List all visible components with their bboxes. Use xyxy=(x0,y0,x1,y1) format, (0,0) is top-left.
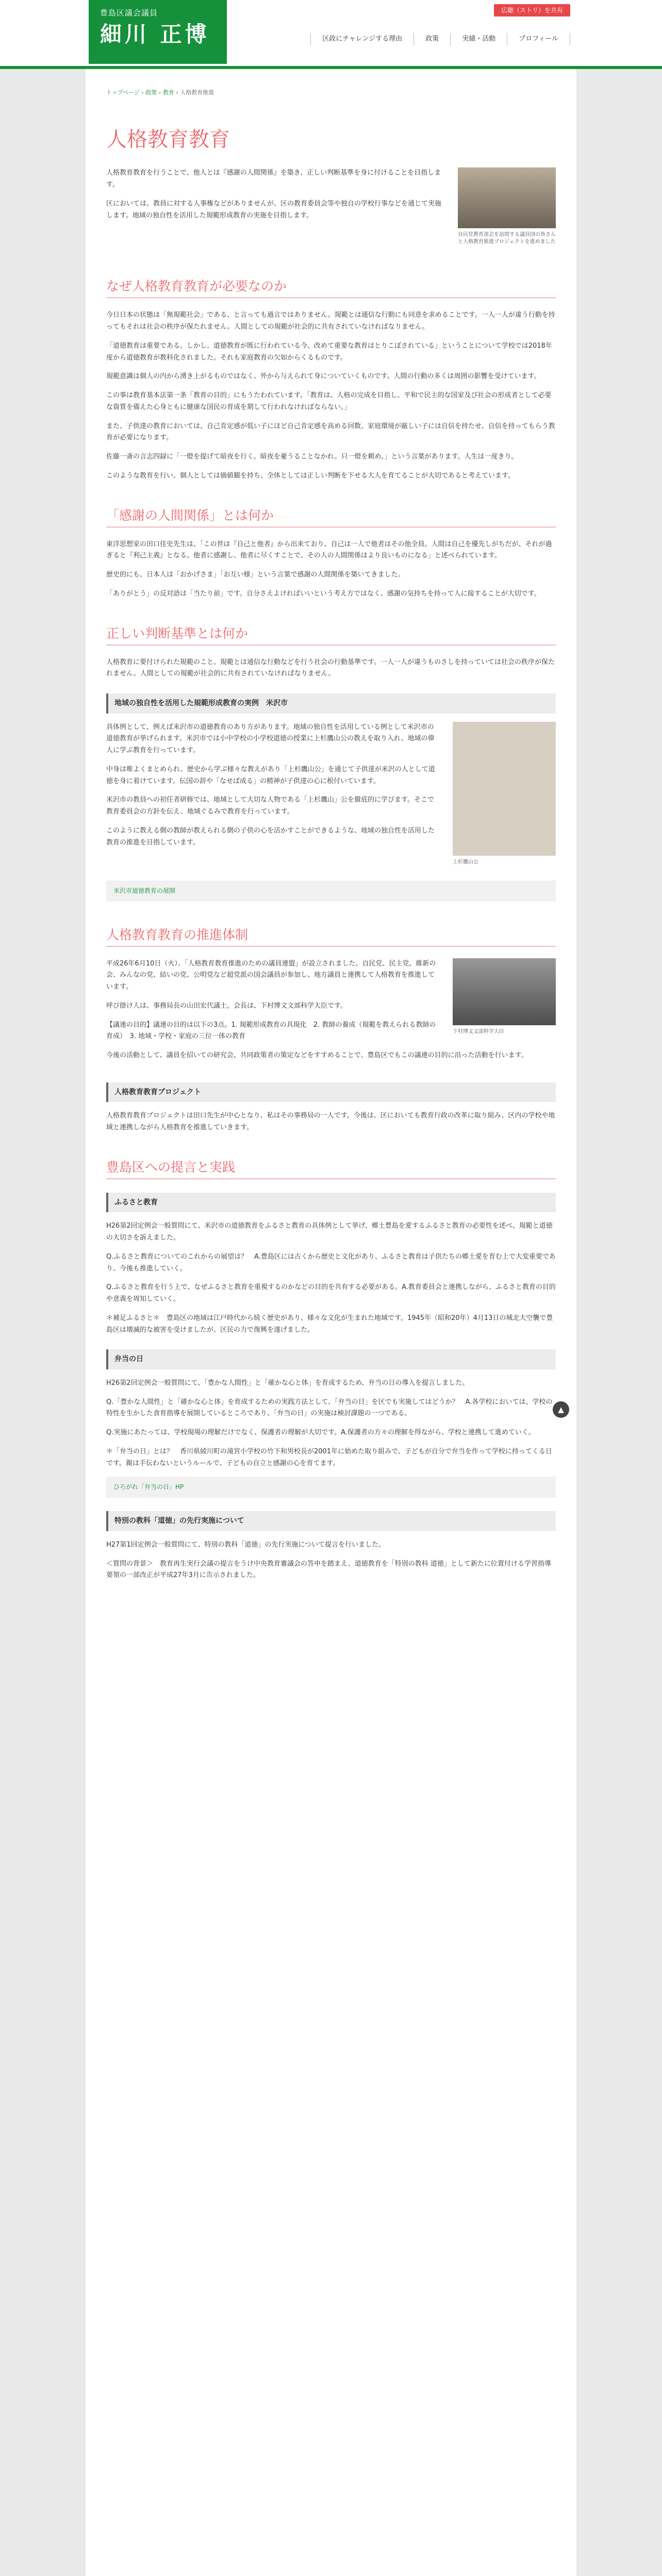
yonezawa-figure xyxy=(453,722,556,866)
minister-figure xyxy=(453,958,556,1036)
breadcrumb-policy[interactable]: 政策 xyxy=(145,89,157,96)
yonezawa-paragraph: 具体例として、例えば米沢市の道徳教育のあり方があります。地域の独自性を活用している例として米沢市の道徳教育が挙げられます。米沢市では小中学校の小学校道徳の授業に上杉鷹山公の教えを取り入れ、地域の偉人に学ぶ教育を行っています。 xyxy=(106,723,435,754)
gratitude-paragraph: 「ありがとう」の反対語は「当たり前」です。自分さえよければいいという考え方ではなく、感謝の気持ちを持って人に接することが大切です。 xyxy=(106,589,541,598)
section-heading-gratitude: 「感謝の人間関係」とは何か xyxy=(106,507,556,528)
judgement-paragraph: 人格教育に要付けられた規範のこと。規範とは通信な行動などを行う社会の行動基準です。一人一人が違うものさしを持っていては社会の秩序が保たれません。人間としての規範が社会的に共有されていなければなりません。 xyxy=(106,658,555,678)
system-paragraph: 平成26年6月10日（火）、「人格教育教育推進のための議員連盟」が設立されました。自民党、民主党、維新の会、みんなの党、結いの党、公明党など超党派の国会議員が参加し、地方議員と連携して人格教育を推進しています。 xyxy=(106,959,436,991)
portrait-photo xyxy=(453,722,556,856)
share-button[interactable]: 広聴（ストリ）を共有 xyxy=(494,4,570,16)
moral-paragraph: ＜質問の背景＞ 教育再生実行会議の提言をうけ中央教育審議会の答申を踏まえ、道徳教育を「特別の教科 道徳」として新たに位置付ける学習指導要領の一部改正が平成27年3月に告示されました。 xyxy=(106,1560,551,1580)
logo-subtitle: 豊島区議会議員 xyxy=(100,8,158,18)
system-paragraph: 今後の活動として、議員を招いての研究会、共同政策者の策定などをすすめることで、豊島区でもこの議連の目的に沿った活動を行います。 xyxy=(106,1052,528,1059)
intro-figure xyxy=(458,167,556,246)
section-heading-proposal: 豊島区への提言と実践 xyxy=(106,1159,556,1179)
nav-item-activity[interactable]: 実績・活動 xyxy=(451,33,507,45)
nav-item-reason[interactable]: 区政にチャレンジする理由 xyxy=(310,33,414,45)
gratitude-paragraph: 歴史的にも、日本人は「おかげさま」「お互い様」という言葉で感謝の人間関係を築いてきました。 xyxy=(106,571,405,579)
breadcrumb-sep: › xyxy=(157,89,163,96)
site-header xyxy=(0,0,662,66)
nav-item-profile[interactable]: プロフィール xyxy=(507,33,570,45)
breadcrumb-current: 人格教育推進 xyxy=(180,89,214,96)
bento-paragraph: ＊「弁当の日」とは？ 香川県綾川町の滝宮小学校の竹下和男校長が2001年に始めた取り組みで、子どもが自分で弁当を作って学校に持ってくる日です。親は手伝わないというルールで、子どもの自立と感謝の心を育てます。 xyxy=(106,1447,552,1467)
breadcrumb-home[interactable]: トップページ xyxy=(106,89,140,96)
yonezawa-link[interactable]: 米沢市道徳教育の展開 xyxy=(113,887,176,894)
intro-photo xyxy=(458,167,556,228)
hometown-paragraph: Q.ふるさと教育についてのこれからの展望は？ A.豊島区には古くから歴史と文化があり、ふるさと教育は子供たちの郷土愛を育む上で大変重要であり、今後も推進していく。 xyxy=(106,1252,556,1273)
section-heading-why: なぜ人格教育教育が必要なのか xyxy=(106,278,556,298)
system-paragraph: 【議連の目的】議連の目的は以下の3点。1. 規範形成教育の具現化 2. 教師の養成（規範を教えられる教師の育成） 3. 地域・学校・家庭の三位一体の教育 xyxy=(106,1021,436,1041)
link-box xyxy=(106,880,556,902)
section-heading-judgement: 正しい判断基準とは何か xyxy=(106,625,556,646)
main-nav xyxy=(310,33,570,45)
gratitude-paragraph: 東洋思想家の田口佳史先生は、「この世は『自己と他者』から出来ており、自己は一人で他者はその他全員。人間は自己を優先しがちだが、それが過ぎると『利己主義』となる。他者に感謝し、他者に尽くすことで、その人の人間関係はより良いものになる」と述べられています。 xyxy=(106,540,552,560)
bento-paragraph: H26第2回定例会一般質問にて、「豊かな人間性」と「確かな心と体」を育成するため、弁当の日の導入を提言しました。 xyxy=(106,1379,469,1387)
breadcrumb-sep: › xyxy=(174,89,180,96)
bento-link[interactable]: ひろがれ「弁当の日」HP xyxy=(113,1483,184,1491)
yonezawa-paragraph: 中身は唯よくまとめられ、歴史から学ぶ様々な教えがあり「上杉鷹山公」を通じて子供達が米沢の人として道徳を身に着けています。伝国の辞や「なせば成る」の精神が子供達の心に根付いています。 xyxy=(106,765,435,785)
bento-paragraph: Q.実施にあたっては、学校現場の理解だけでなく、保護者の理解が大切です。A.保護者の方々の理解を得ながら、学校と連携して進めていく。 xyxy=(106,1429,535,1436)
scroll-top-button[interactable] xyxy=(553,1401,569,1418)
subheading-yonezawa: 地域の独自性を活用した規範形成教育の実例 米沢市 xyxy=(106,693,556,714)
subheading-bento: 弁当の日 xyxy=(106,1349,556,1369)
link-box xyxy=(106,1477,556,1498)
breadcrumb-sep: › xyxy=(140,89,146,96)
hometown-paragraph: Q.ふるさと教育を行う上で、なぜふるさと教育を重視するのかなどの目的を共有する必要がある。A.教育委員会と連携しながら、ふるさと教育の目的や意義を周知していく。 xyxy=(106,1283,556,1303)
why-paragraph: 「道徳教育は重要である。しかし、道徳教育が既に行われている今、改めて重要な教育はとりこぼされている」ということについて学校では2018年度から道徳教育が教科化されました。それも家庭教育の欠如からくるものです。 xyxy=(106,342,552,362)
yonezawa-paragraph: 米沢市の教員への初任者研修では、地域として大切な人物である「上杉鷹山」公を徹底的に学びます。そこで教育委員会の方針を伝え、地域ぐるみで教育を行っています。 xyxy=(106,796,434,816)
bento-paragraph: Q.「豊かな人間性」と「確かな心と体」を育成するための実践方法として、「弁当の日」を区でも実施してはどうか？ A.各学校においては、学校の特性を生かした食育指導を展開しているところであり、「弁当の日」の実施は検討課題の一つである。 xyxy=(106,1398,553,1418)
subheading-project: 人格教育教育プロジェクト xyxy=(106,1082,556,1103)
yonezawa-paragraph: このように教える側の教師が教えられる側の子供の心を活かすことができるような、地域の独自性を活用した教育の推進を目指しています。 xyxy=(106,826,435,846)
intro-caption: 自民党教育部会を訪問する議員団の皆さんと人格教育推進プロジェクトを進めました xyxy=(458,232,556,245)
minister-caption: 下村博文文部科学大臣 xyxy=(453,1028,504,1035)
site-logo[interactable] xyxy=(89,0,227,64)
intro-paragraph: 人格教育教育を行うことで、他人とは『感謝の人間関係』を築き、正しい判断基準を身に付けることを目指します。 xyxy=(106,169,441,189)
logo-name: 細川 正博 xyxy=(100,22,210,47)
subheading-hometown: ふるさと教育 xyxy=(106,1193,556,1213)
system-paragraph: 呼び掛け人は、事務局長の山田宏代議士。会長は、下村博文文部科学大臣です。 xyxy=(106,1002,347,1010)
page-title: 人格教育教育 xyxy=(106,128,230,152)
section-heading-system: 人格教育教育の推進体制 xyxy=(106,926,556,947)
why-paragraph: 今日日本の状態は「無規範社会」である、と言っても過言ではありません。規範とは通信な行動にも同意を求めることです。一人一人が違う行動を持ってもそれは社会の秩序が保たれません。人間としての規範が社会的に共有されていなければなりません。 xyxy=(106,311,555,331)
why-paragraph: 佐藤一斎の言志四録に「一燈を提げて暗夜を行く。暗夜を憂うることなかれ。只一燈を頼め。」という言葉があります。人生は一度きり。 xyxy=(106,453,518,461)
intro-paragraph: 区においては、教員に対する人事権などがありませんが、区の教育委員会等や独自の学校行事などを通じて実施します。地域の独自性を活用した規範形成教育の実施を目指します。 xyxy=(106,199,442,219)
why-paragraph: この事は教育基本法第一条「教育の目的」にもうたわれています。「教育は、人格の完成を目指し、平和で民主的な国家及び社会の形成者として必要な資質を備えた心身ともに健康な国民の育成を期して行われなければならない。」 xyxy=(106,392,552,411)
moral-paragraph: H27第1回定例会一般質問にて、特別の教科「道徳」の先行実施について提言を行いました。 xyxy=(106,1540,386,1549)
hometown-paragraph: ＊補足ふるさと＊ 豊島区の地域は江戸時代から続く歴史があり、様々な文化が生まれた地域です。1945年（昭和20年）4月13日の城北大空襲で豊島区は壊滅的な被害を受けましたが、区民の力で復興を遂げました。 xyxy=(106,1314,553,1334)
nav-item-policy[interactable]: 政策 xyxy=(414,33,451,45)
breadcrumb-education[interactable]: 教育 xyxy=(162,89,174,96)
hometown-paragraph: H26第2回定例会一般質問にて、米沢市の道徳教育をふるさと教育の具体例として挙げ、郷土豊島を愛するふるさと教育の必要性を述べ、規範と道徳の大切さを訴えました。 xyxy=(106,1222,553,1242)
project-paragraph: 人格教育教育プロジェクトは田口先生が中心となり、私はその事務局の一人です。今後は、区においても教育行政の改革に取り組み、区内の学校や地域と連携しながら人格教育を推進していきます。 xyxy=(106,1112,555,1131)
breadcrumb xyxy=(106,88,556,97)
portrait-caption: 上杉鷹山公 xyxy=(453,859,478,865)
minister-photo xyxy=(453,958,556,1025)
main-content xyxy=(86,69,576,2576)
why-paragraph: このような教育を行い、個人としては価値観を持ち、全体としては正しい判断を下せる大人を育てることが大切であると考えています。 xyxy=(106,471,515,480)
why-paragraph: また、子供達の教育においては、自己肯定感が低い子にほど自己肯定感を高める回数、家庭環境が厳しい子には自信を持たせ、自信を持ってもらう教育が必要になります。 xyxy=(106,422,555,442)
chevron-up-icon: ▲ xyxy=(558,1405,564,1414)
why-paragraph: 規範意識は個人の内から湧き上がるものではなく、外から与えられて身についていくものです。人間の行動の多くは周囲の影響を受けています。 xyxy=(106,372,541,381)
subheading-moral: 特別の教科「道徳」の先行実施について xyxy=(106,1511,556,1531)
